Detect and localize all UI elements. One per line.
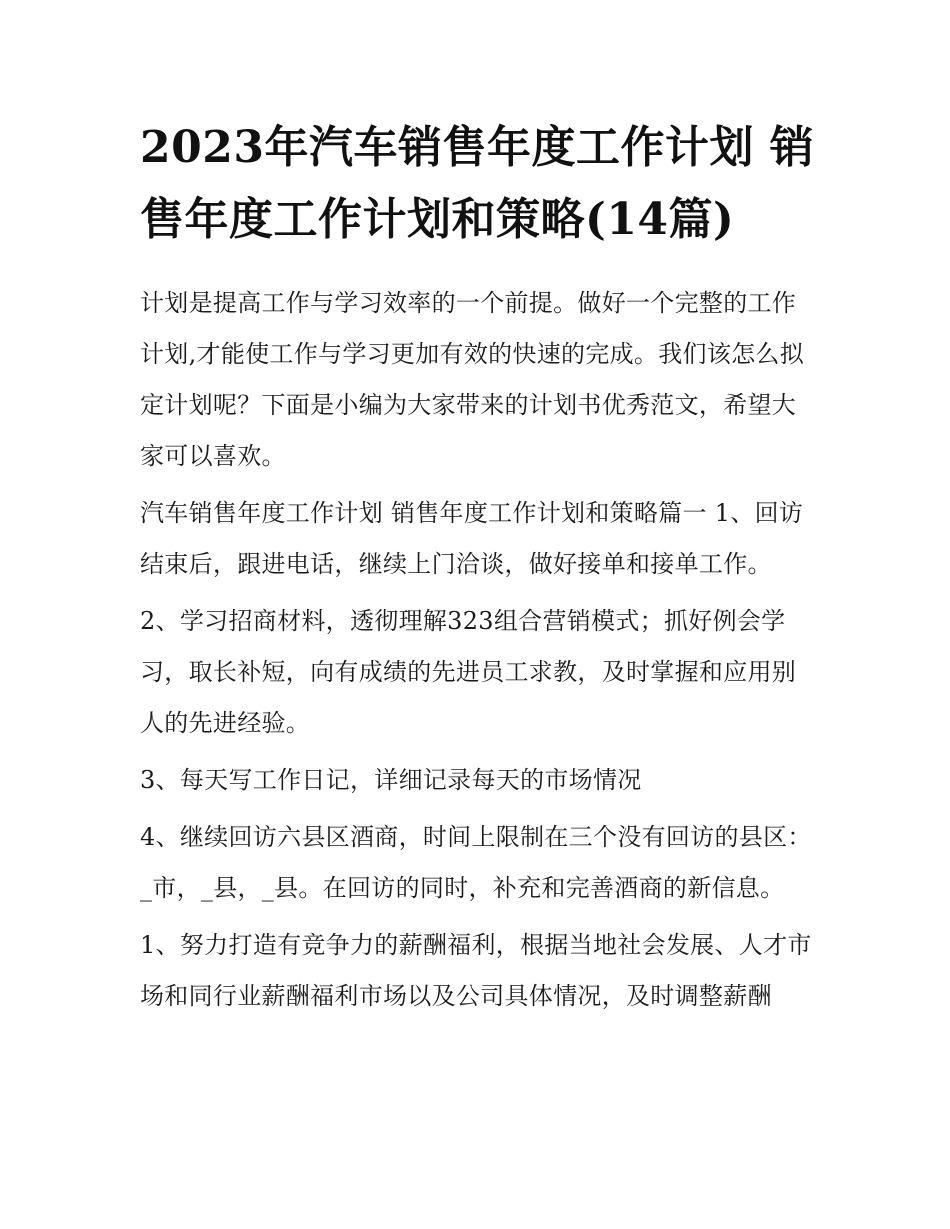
paragraph-intro: 计划是提高工作与学习效率的一个前提。做好一个完整的工作计划,才能使工作与学习更加有效的快速的完成。我们该怎么拟定计划呢？下面是小编为大家带来的计划书优秀范文，希望大家可以喜欢。: [140, 289, 805, 470]
paragraph-section-1: 汽车销售年度工作计划 销售年度工作计划和策略篇一 1、回访结束后，跟进电话，继续上门洽谈，做好接单和接单工作。: [140, 499, 804, 578]
document-page: [140, 112, 815, 1028]
paragraph-item-1-salary: 1、努力打造有竞争力的薪酬福利，根据当地社会发展、人才市场和同行业薪酬福利市场以及公司具体情况，及时调整薪酬: [140, 931, 812, 1010]
paragraph-item-4: 4、继续回访六县区酒商，时间上限制在三个没有回访的县区：_市，_县，_县。在回访的同时，补充和完善酒商的新信息。: [140, 823, 812, 902]
document-title: 2023年汽车销售年度工作计划 销售年度工作计划和策略(14篇): [140, 122, 815, 245]
paragraph-item-2: 2、学习招商材料，透彻理解323组合营销模式；抓好例会学习，取长补短，向有成绩的先进员工求教，及时掌握和应用别人的先进经验。: [140, 607, 797, 737]
paragraph-item-3: 3、每天写工作日记，详细记录每天的市场情况: [140, 766, 642, 794]
